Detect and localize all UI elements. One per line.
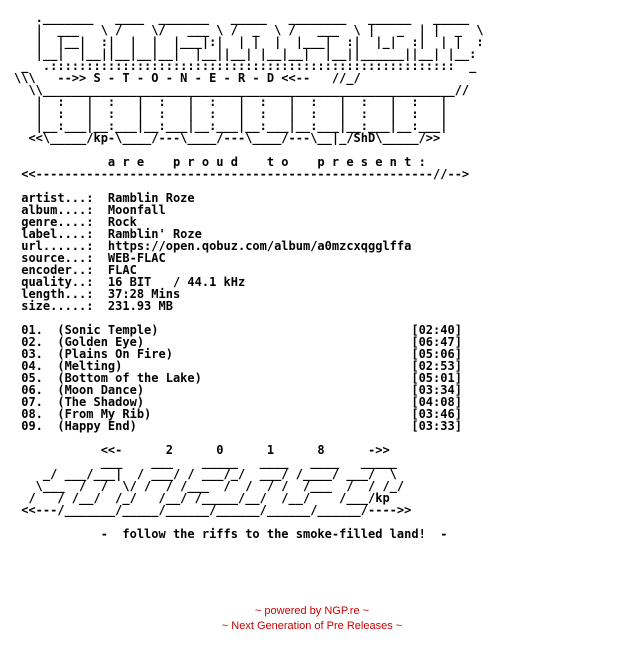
release-info: artist...: Ramblin Roze album....: Moonfall genre....: Rock label....: Ramblin' Roze url......: https://open.qobuz.com/album/a0mzcxqgglffa source...: WEB-FLAC encoder..: FLAC quality..: 16 BIT / 44.1 kHz length...: 37:28 Mins size.....: 231.93 MB bbox=[21, 191, 412, 313]
tagline-text: ~ Next Generation of Pre Releases ~ bbox=[221, 620, 403, 632]
tracklist: 01. (Sonic Temple) [02:40] 02. (Golden Eye) [06:47] 03. (Plains On Fire) [05:06] 04. (Melting) [02:53] 05. (Bottom of the Lake) [05:01] 06. (Moon Dance) [03:34] 07. (The Shadow) [04:08] 08. (From My Rib) [03:46] 09. (Happy End) [03:33] bbox=[21, 323, 462, 433]
powered-by-text: ~ powered by NGP.re ~ bbox=[254, 605, 370, 617]
header-logo-art: ._______ ____ _______ _____ ________ ______ _____ | ___ \ / \/ ___ \ / _ \ / ___ \ | _ | | _ \ | |__| :| | | |___|:| | | | |___| :| |_| :| | | : |__| |__||__|__|__| |__||__| |__|__| |__||______||__| |__: _ .:::::::::::::::::::::::::::::::::::::::::::::::::::::::: _ \\\ -->> S - T - O - N - E - R - D <<-- //_/ \\_________________________________________________________// | : | : | : | : | : | : | : | : | | : | : | : | : | : | : | : | : | |__:___|__:___|__:___|__:___|__:___|__:___|__:___|__:___| <<\_____/kp-\____/---\____/---\____/---\__|_/ShD\_____/>> bbox=[14, 11, 484, 145]
present-rule: <<-------------------------------------------------------//--> bbox=[14, 167, 470, 181]
nfo-text-block bbox=[14, 12, 484, 540]
footer-logo-art: <<- 2 0 1 8 ->> ___ ___ _____ ____ ____ _____ _/ ___/___| / ___/ / ___/_/ ___/ /____/ ___/ \ \___ / / \/ / / /___ / / / / /___ / / /_/ / / /__/ /_/ /__/ /_____/__/ /__/ /___/kp <<---/_______/_____/______/______/______/______/---->> - follow the riffs to the smoke-filled land! - bbox=[21, 443, 448, 541]
credits-footer bbox=[0, 604, 624, 634]
present-line: a r e p r o u d t o p r e s e n t : bbox=[14, 155, 426, 169]
